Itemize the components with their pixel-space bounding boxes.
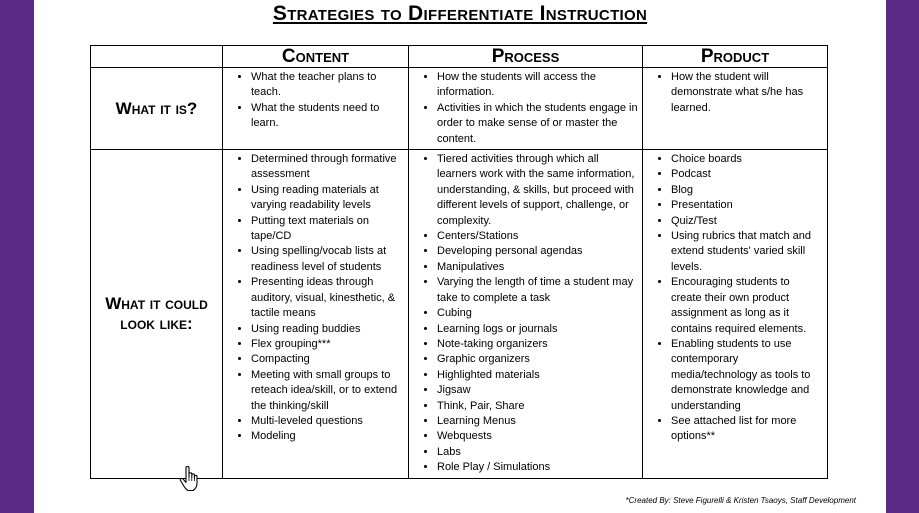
row-header: What it could look like: xyxy=(91,150,223,479)
row-header: What it is? xyxy=(91,68,223,150)
list-item: • Quiz/Test xyxy=(671,214,823,229)
list-item: • Highlighted materials xyxy=(437,368,638,383)
credit-line: *Created By: Steve Figurelli & Kristen Tsaoys, Staff Development xyxy=(625,496,856,505)
hand-pointer-icon xyxy=(178,466,202,492)
list-item: • Varying the length of time a student may take to complete a task xyxy=(437,275,638,306)
content-list xyxy=(223,68,408,134)
document-page xyxy=(34,0,886,513)
strategies-table xyxy=(90,45,828,479)
list-item: • Centers/Stations xyxy=(437,229,638,244)
list-item: • Using spelling/vocab lists at readiness level of students xyxy=(251,244,404,275)
list-item: • Modeling xyxy=(251,429,404,444)
list-item: • Putting text materials on tape/CD xyxy=(251,214,404,245)
list-item: • Cubing xyxy=(437,306,638,321)
list-item: • Blog xyxy=(671,183,823,198)
list-item: • What the teacher plans to teach. xyxy=(251,70,404,101)
list-item: • Role Play / Simulations xyxy=(437,460,638,475)
list-item: • What the students need to learn. xyxy=(251,101,404,132)
column-header-content: Content xyxy=(223,46,409,68)
list-item: • Using reading buddies xyxy=(251,322,404,337)
list-item: • How the student will demonstrate what s/he has learned. xyxy=(671,70,823,116)
list-item: • Webquests xyxy=(437,429,638,444)
list-item: • Activities in which the students engage in order to make sense of or master the content. xyxy=(437,101,638,147)
list-item: • Encouraging students to create their own product assignment as long as it contains required elements. xyxy=(671,275,823,337)
product-list xyxy=(643,150,827,447)
list-item: • Manipulatives xyxy=(437,260,638,275)
list-item: • Developing personal agendas xyxy=(437,244,638,259)
content-list xyxy=(223,150,408,447)
list-item: • Using rubrics that match and extend students' varied skill levels. xyxy=(671,229,823,275)
list-item: • Learning logs or journals xyxy=(437,322,638,337)
list-item: • Tiered activities through which all learners work with the same information, understanding, & skills, but proceed with different levels of support, challenge, or complexity. xyxy=(437,152,638,229)
list-item: • Note-taking organizers xyxy=(437,337,638,352)
list-item: • Multi-leveled questions xyxy=(251,414,404,429)
list-item: • How the students will access the information. xyxy=(437,70,638,101)
list-item: • Choice boards xyxy=(671,152,823,167)
list-item: • Enabling students to use contemporary media/technology as tools to demonstrate knowledge and understanding xyxy=(671,337,823,414)
list-item: • Podcast xyxy=(671,167,823,182)
list-item: • Think, Pair, Share xyxy=(437,399,638,414)
page-title: Strategies to Differentiate Instruction xyxy=(272,2,648,25)
process-list xyxy=(409,68,642,149)
list-item: • Flex grouping*** xyxy=(251,337,404,352)
column-header-product: Product xyxy=(643,46,828,68)
product-list xyxy=(643,68,827,118)
table-row xyxy=(91,150,828,479)
column-header-process: Process xyxy=(409,46,643,68)
table-row xyxy=(91,68,828,150)
header-row xyxy=(91,46,828,68)
list-item: • Presenting ideas through auditory, visual, kinesthetic, & tactile means xyxy=(251,275,404,321)
process-list xyxy=(409,150,642,478)
list-item: • Labs xyxy=(437,445,638,460)
corner-cell xyxy=(91,46,223,68)
list-item: • Determined through formative assessment xyxy=(251,152,404,183)
list-item: • Using reading materials at varying readability levels xyxy=(251,183,404,214)
list-item: • Jigsaw xyxy=(437,383,638,398)
list-item: • Compacting xyxy=(251,352,404,367)
list-item: • Presentation xyxy=(671,198,823,213)
list-item: • Graphic organizers xyxy=(437,352,638,367)
list-item: • Meeting with small groups to reteach idea/skill, or to extend the thinking/skill xyxy=(251,368,404,414)
list-item: • Learning Menus xyxy=(437,414,638,429)
list-item: • See attached list for more options** xyxy=(671,414,823,445)
